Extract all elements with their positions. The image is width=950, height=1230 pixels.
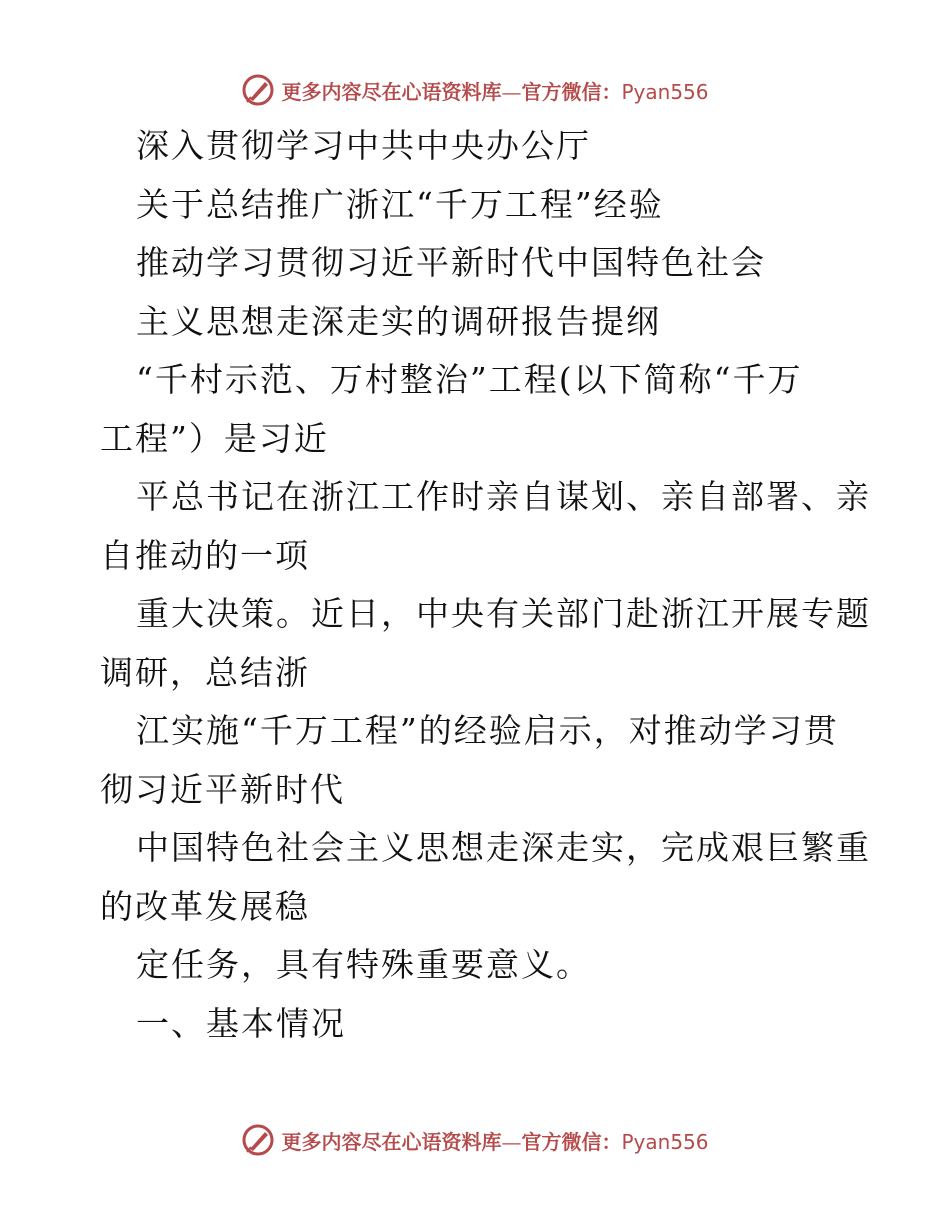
section-heading: 一、基本情况 <box>136 1003 346 1043</box>
text-line: 重大决策。近日，中央有关部门赴浙江开展专题 <box>136 594 871 633</box>
watermark-brand: 更多内容尽在心语资料库 <box>281 79 502 104</box>
watermark-text <box>281 1126 708 1155</box>
document-body <box>100 117 871 1053</box>
watermark-wechat-id: Pyan556 <box>621 79 709 104</box>
watermark-brand: 更多内容尽在心语资料库 <box>281 1129 502 1154</box>
text-line: 自推动的一项 <box>100 535 310 575</box>
text-line: 推动学习贯彻习近平新时代中国特色社会 <box>136 243 766 282</box>
text-line: “千村示范、万村整治”工程(以下简称“千万 <box>136 360 803 399</box>
footer-watermark <box>0 1120 950 1160</box>
watermark-separator: — <box>501 79 522 104</box>
quill-logo-icon <box>241 73 275 107</box>
text-line: 关于总结推广浙江“千万工程”经验 <box>136 184 664 224</box>
text-line: 中国特色社会主义思想走深走实，完成艰巨繁重 <box>136 828 871 867</box>
text-line: 定任务，具有特殊重要意义。 <box>136 945 591 984</box>
watermark-wechat-label: 官方微信： <box>521 79 622 104</box>
text-line: 主义思想走深走实的调研报告提纲 <box>136 301 661 341</box>
text-line: 工程”）是习近 <box>100 418 329 458</box>
watermark-separator: — <box>501 1129 522 1154</box>
text-line: 平总书记在浙江工作时亲自谋划、亲自部署、亲 <box>136 477 871 516</box>
watermark-text <box>281 76 708 105</box>
text-line: 彻习近平新时代 <box>100 769 345 809</box>
header-watermark <box>0 70 950 110</box>
text-line: 调研，总结浙 <box>100 652 310 692</box>
quill-logo-icon <box>241 1123 275 1157</box>
text-line: 的改革发展稳 <box>100 886 310 926</box>
watermark-wechat-label: 官方微信： <box>521 1129 622 1154</box>
text-line: 江实施“千万工程”的经验启示，对推动学习贯 <box>136 711 839 750</box>
watermark-wechat-id: Pyan556 <box>621 1129 709 1154</box>
text-line: 深入贯彻学习中共中央办公厅 <box>136 126 591 165</box>
